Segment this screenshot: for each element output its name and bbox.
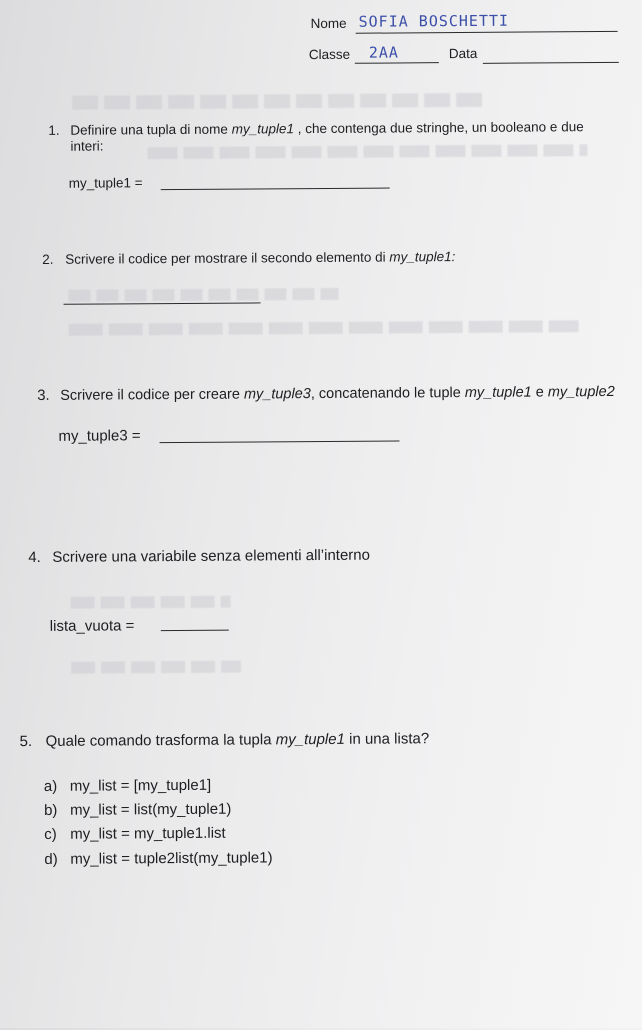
question-text: Scrivere una variabile senza elementi all’interno — [52, 546, 371, 566]
class-line — [355, 62, 439, 64]
answer-line[interactable] — [161, 188, 390, 191]
name-handwritten-value: SOFIA BOSCHETTI — [358, 11, 510, 31]
option-letter: c) — [44, 825, 57, 843]
show-through-text — [69, 320, 579, 336]
option-letter: b) — [44, 801, 58, 819]
answer-line[interactable] — [161, 630, 229, 631]
question-text — [70, 118, 584, 140]
show-through-text — [147, 144, 587, 159]
show-through-text — [71, 661, 241, 674]
class-handwritten-value: 2AA — [368, 43, 399, 62]
question-number: 1. — [48, 122, 60, 138]
show-through-text — [71, 596, 231, 609]
question-text — [46, 730, 430, 751]
answer-label: my_tuple3 = — [58, 427, 141, 445]
date-line — [483, 62, 619, 64]
question-text-italic: my_tuple1 — [275, 730, 345, 749]
show-through-text — [68, 288, 338, 302]
question-text-italic: my_tuple1: — [389, 249, 456, 265]
option-text: my_list = tuple2list(my_tuple1) — [70, 849, 273, 868]
question-text-part: Quale comando trasforma la tupla — [45, 731, 276, 750]
show-through-text — [72, 93, 482, 110]
answer-label: lista_vuota = — [49, 617, 135, 635]
question-text-continued: interi: — [70, 138, 104, 154]
question-text-part: Scrivere il codice per creare — [60, 386, 244, 404]
name-label: Nome — [310, 15, 347, 32]
question-text-italic: my_tuple3 — [243, 386, 311, 403]
question-text-italic: my_tuple1 — [231, 121, 295, 137]
question-text — [60, 383, 615, 405]
question-number: 3. — [37, 386, 50, 404]
question-text-italic: my_tuple2 — [547, 383, 615, 401]
name-line — [356, 31, 618, 34]
question-text-part: Scrivere il codice per mostrare il secondo elemento di — [65, 249, 390, 267]
question-text-italic: my_tuple1 — [464, 384, 532, 401]
option-text: my_list = list(my_tuple1) — [70, 800, 232, 819]
question-number: 5. — [19, 733, 33, 751]
question-text-part: in una lista? — [344, 730, 430, 748]
question-number: 2. — [42, 251, 54, 267]
answer-line[interactable] — [64, 302, 261, 304]
answer-line[interactable] — [159, 440, 399, 443]
question-text-part: , che contenga due stringhe, un booleano e due — [293, 119, 584, 137]
option-letter: d) — [44, 850, 58, 868]
answer-label: my_tuple1 = — [68, 175, 143, 191]
option-text: my_list = my_tuple1.list — [70, 824, 226, 843]
class-label: Classe — [308, 46, 351, 63]
question-text-part: , concatenando le tuple — [310, 384, 465, 403]
question-number: 4. — [28, 548, 41, 567]
question-text-part: e — [531, 384, 548, 401]
date-label: Data — [448, 45, 478, 62]
question-text-part: Definire una tupla di nome — [70, 121, 232, 138]
option-letter: a) — [43, 777, 58, 795]
option-text: my_list = [my_tuple1] — [69, 776, 212, 795]
question-text — [65, 248, 455, 269]
